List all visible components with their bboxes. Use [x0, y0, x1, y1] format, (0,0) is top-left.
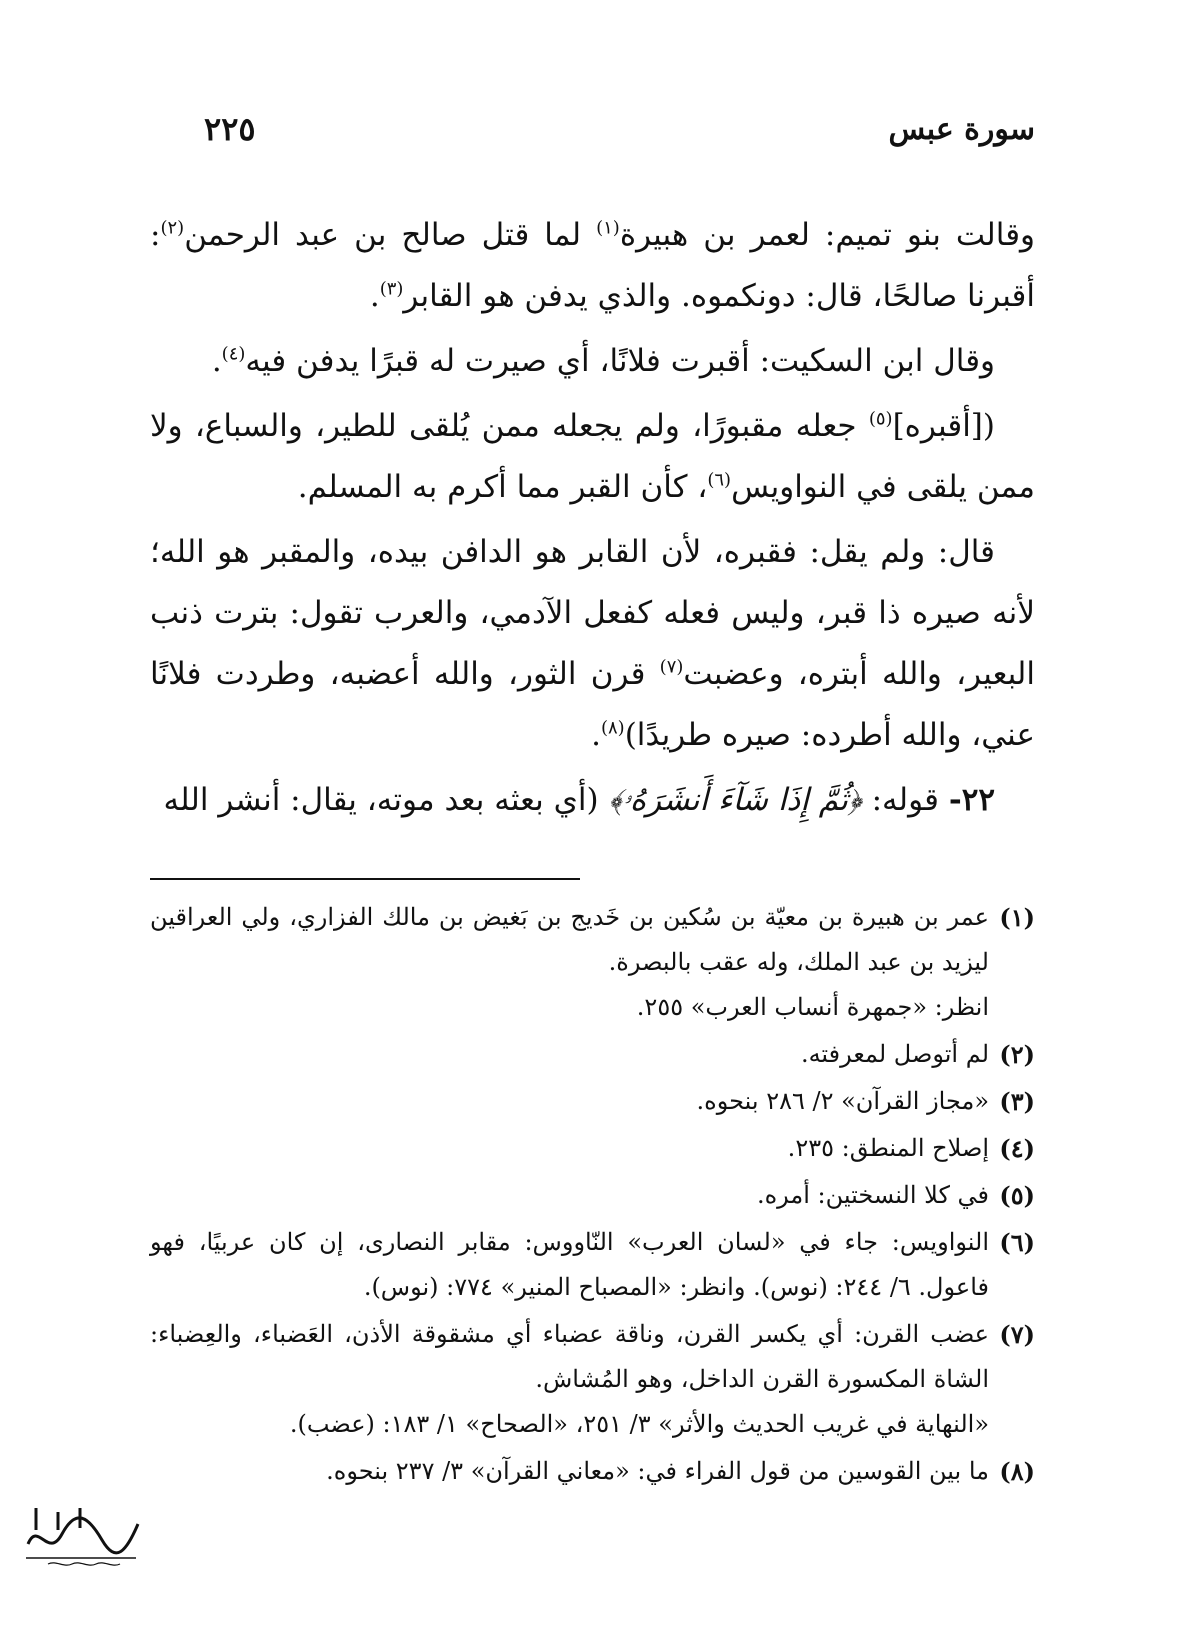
- footnote-number: (٢): [999, 1040, 1035, 1069]
- footnote-4: [150, 1126, 1035, 1171]
- footnote-text: عضب القرن: أي يكسر القرن، وناقة عضباء أي مشقوقة الأذن، العَضباء، والعِضباء: الشاة المكسورة القرن الداخل، وهو المُشاش.: [150, 1320, 989, 1393]
- footnote-separator: [150, 878, 580, 880]
- text-run: .: [211, 343, 222, 379]
- text-run: لما قتل صالح بن عبد الرحمن: [184, 217, 597, 253]
- footnote-number: (٦): [999, 1228, 1035, 1257]
- footnote-text: إصلاح المنطق: ٢٣٥.: [787, 1134, 989, 1162]
- footnote-number: (٧): [999, 1320, 1035, 1349]
- footnote-text: في كلا النسختين: أمره.: [756, 1181, 989, 1209]
- paragraph-3: [150, 396, 1035, 518]
- footnote-ref-2[interactable]: (٢): [160, 217, 185, 239]
- footnote-number: (١): [999, 903, 1035, 932]
- footnote-ref-4[interactable]: (٤): [221, 343, 246, 365]
- main-text: [150, 205, 1035, 831]
- footnote-ref-3[interactable]: (٣): [379, 278, 404, 300]
- footnote-2: [150, 1032, 1035, 1077]
- footnote-ref-6[interactable]: (٦): [707, 469, 732, 491]
- footnote-number: (٨): [999, 1457, 1035, 1486]
- footnote-text: النواويس: جاء في «لسان العرب» النّاووس: مقابر النصارى، إن كان عربيًا، فهو فاعول. ٦/ ٢٤٤: (نوس). وانظر: «المصباح المنير» ٧٧٤: (نوس).: [150, 1228, 989, 1301]
- footnote-number: (٥): [999, 1181, 1035, 1210]
- paragraph-1: [150, 205, 1035, 327]
- text-run: : أقبرنا صالحًا، قال: دونكموه. والذي يدفن هو القابر: [150, 217, 1035, 314]
- text-run: قوله:: [861, 782, 949, 818]
- verse-number: ٢٢-: [948, 782, 995, 818]
- page-header: [150, 112, 1035, 162]
- text-run: وقالت بنو تميم: لعمر بن هبيرة: [619, 217, 1035, 253]
- text-run: ، كأن القبر مما أكرم به المسلم.: [297, 469, 708, 505]
- footnote-text: ما بين القوسين من قول الفراء في: «معاني القرآن» ٣/ ٢٣٧ بنحوه.: [326, 1457, 989, 1485]
- surah-title: سورة عبس: [888, 112, 1035, 147]
- text-run: جعله مقبورًا، ولم يجعله ممن يُلقى للطير، والسباع، ولا ممن يلقى في النواويس: [150, 408, 1035, 505]
- quran-quote: ﴿ثُمَّ إِذَا شَآءَ أَنشَرَهُۥ﴾: [608, 782, 862, 818]
- text-run: قرن الثور، والله أعضبه، وطردت فلانًا عني، والله أطرده: صيره طريدًا): [150, 656, 1035, 753]
- footnote-text: «النهاية في غريب الحديث والأثر» ٣/ ٢٥١، «الصحاح» ١/ ١٨٣: (عضب).: [289, 1410, 989, 1438]
- footnote-ref-1[interactable]: (١): [596, 217, 620, 239]
- footnote-5: [150, 1173, 1035, 1218]
- text-run: قال: ولم يقل: فقبره، لأن القابر هو الدافن بيده، والمقبر هو الله؛ لأنه صيره ذا قبر، وليس فعله كفعل الآدمي، والعرب تقول: بترت ذنب البعير، والله أبتره، وعضبت: [150, 534, 1035, 692]
- text-run: .: [369, 278, 380, 314]
- footnote-text: «مجاز القرآن» ٢/ ٢٨٦ بنحوه.: [696, 1087, 989, 1115]
- footnote-ref-5[interactable]: (٥): [868, 408, 893, 430]
- footnote-7: [150, 1312, 1035, 1447]
- text-run: وقال ابن السكيت: أقبرت فلانًا، أي صيرت له قبرًا يدفن فيه: [245, 343, 995, 379]
- paragraph-5: [150, 770, 1035, 831]
- paragraph-4: [150, 522, 1035, 766]
- footnote-6: [150, 1220, 1035, 1310]
- text-run: ([أقبره]: [892, 408, 995, 444]
- publisher-logo: [18, 1500, 146, 1570]
- footnote-8: [150, 1449, 1035, 1494]
- footnote-3: [150, 1079, 1035, 1124]
- footnote-ref-8[interactable]: (٨): [600, 717, 625, 739]
- text-run: (أي بعثه بعد موته، يقال: أنشر الله: [163, 782, 609, 818]
- text-run: .: [591, 717, 601, 753]
- footnote-ref-7[interactable]: (٧): [659, 656, 684, 678]
- footnotes: [150, 895, 1035, 1496]
- footnote-text: انظر: «جمهرة أنساب العرب» ٢٥٥.: [636, 993, 989, 1021]
- footnote-text: عمر بن هبيرة بن معيّة بن سُكين بن خَديج بن بَغيض بن مالك الفزاري، ولي العراقين ليزيد بن عبد الملك، وله عقب بالبصرة.: [150, 903, 989, 976]
- footnote-number: (٣): [999, 1087, 1035, 1116]
- page-number: ٢٢٥: [204, 110, 256, 148]
- footnote-text: لم أتوصل لمعرفته.: [800, 1040, 989, 1068]
- footnote-number: (٤): [999, 1134, 1035, 1163]
- footnote-1: [150, 895, 1035, 1030]
- paragraph-2: [150, 331, 1035, 392]
